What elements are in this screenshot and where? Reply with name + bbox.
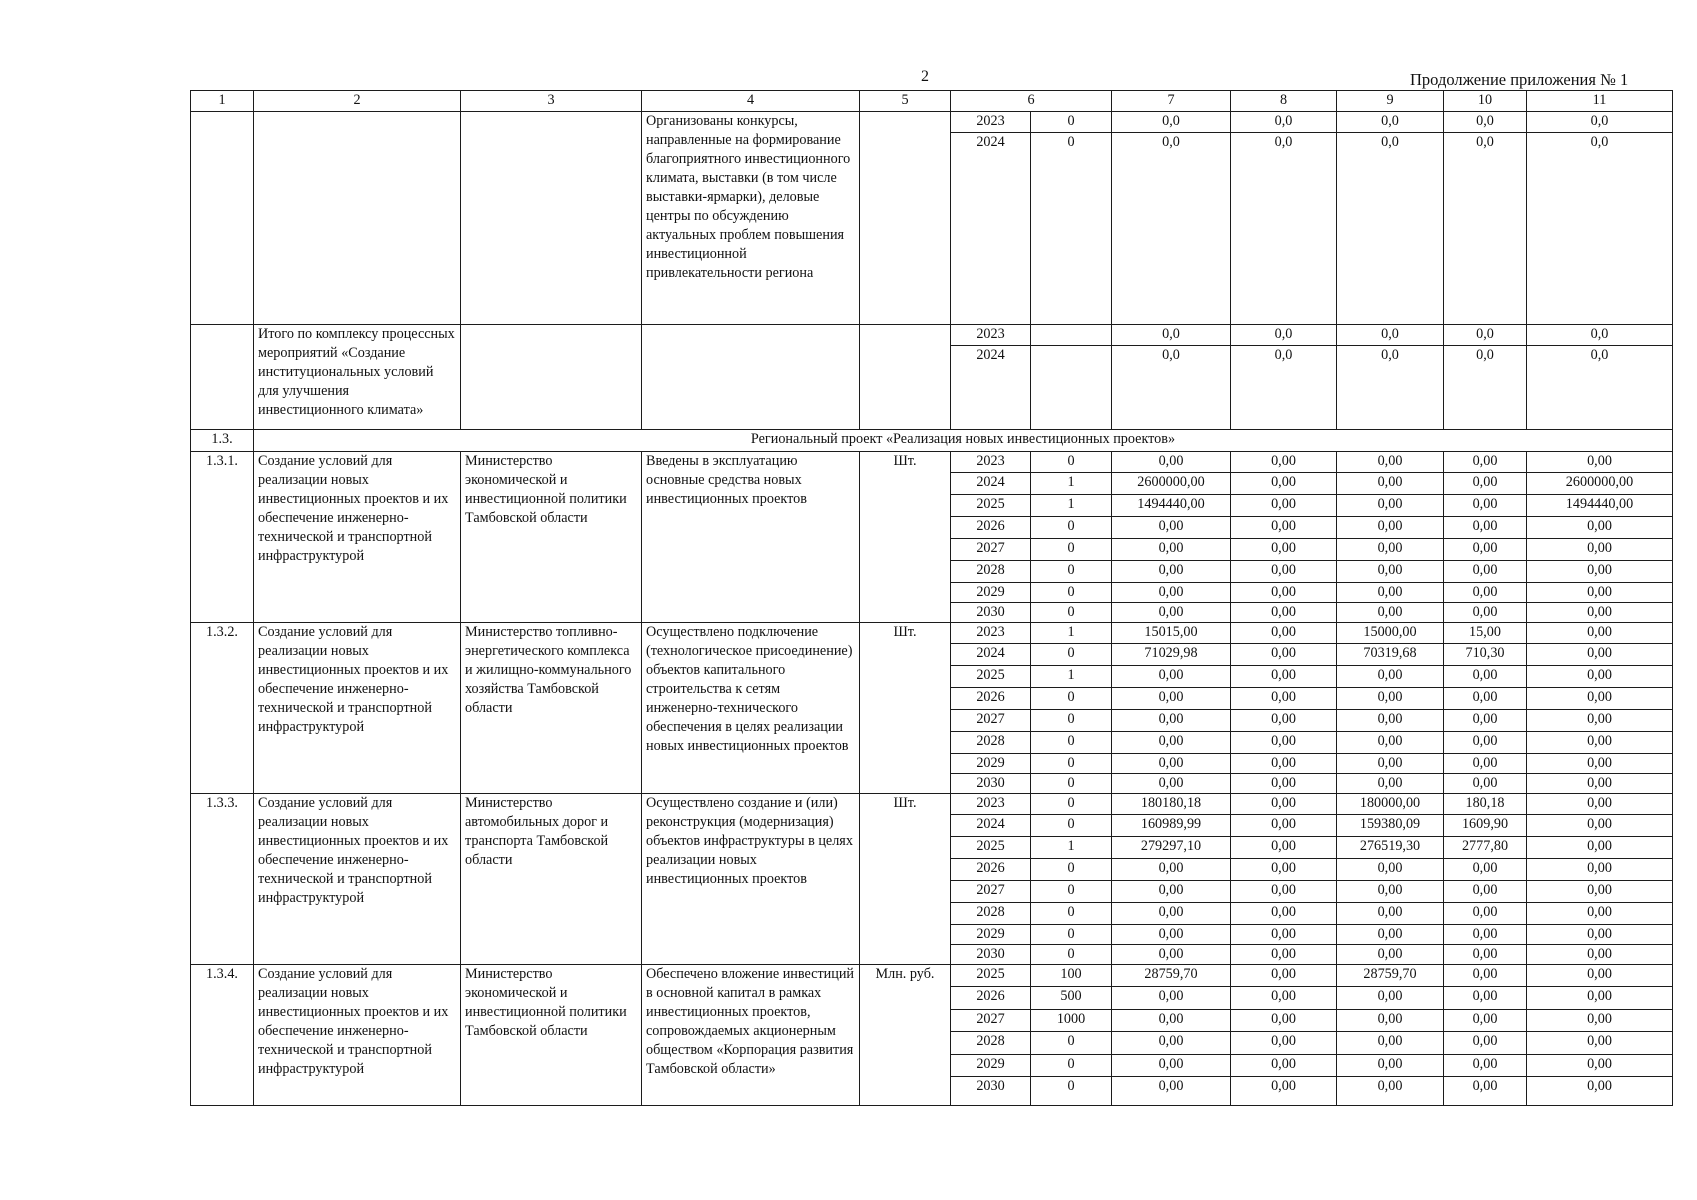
regional-budget-cell: 0,00 [1337, 903, 1444, 925]
year-cell: 2023 [951, 325, 1031, 346]
total-funding-cell: 28759,70 [1112, 965, 1231, 987]
regional-budget-cell: 0,00 [1337, 666, 1444, 688]
section-number: 1.3. [191, 430, 254, 452]
total-funding-cell: 0,00 [1112, 452, 1231, 473]
federal-budget-cell: 0,00 [1231, 1055, 1337, 1077]
total-funding-cell: 0,00 [1112, 561, 1231, 583]
extrabudgetary-cell: 0,0 [1527, 112, 1673, 133]
federal-budget-cell: 0,00 [1231, 774, 1337, 794]
federal-budget-cell: 0,00 [1231, 688, 1337, 710]
extrabudgetary-cell: 1494440,00 [1527, 495, 1673, 517]
local-budget-cell: 0,00 [1444, 710, 1527, 732]
regional-budget-cell: 70319,68 [1337, 644, 1444, 666]
target-value-cell [1031, 346, 1112, 430]
extrabudgetary-cell: 0,00 [1527, 583, 1673, 603]
year-cell: 2025 [951, 495, 1031, 517]
local-budget-cell: 0,0 [1444, 346, 1527, 430]
local-budget-cell: 2777,80 [1444, 837, 1527, 859]
local-budget-cell: 0,00 [1444, 1055, 1527, 1077]
year-cell: 2028 [951, 1032, 1031, 1055]
header-cell: 2 [254, 91, 461, 112]
unit-of-measure: Шт. [860, 623, 951, 794]
total-funding-cell: 2600000,00 [1112, 473, 1231, 495]
local-budget-cell: 0,00 [1444, 925, 1527, 945]
target-value-cell: 0 [1031, 710, 1112, 732]
local-budget-cell: 0,0 [1444, 112, 1527, 133]
local-budget-cell: 0,00 [1444, 688, 1527, 710]
total-funding-cell: 0,0 [1112, 346, 1231, 430]
federal-budget-cell: 0,00 [1231, 561, 1337, 583]
total-funding-cell: 160989,99 [1112, 815, 1231, 837]
total-funding-cell: 71029,98 [1112, 644, 1231, 666]
item-number: 1.3.4. [191, 965, 254, 1106]
local-budget-cell: 0,00 [1444, 945, 1527, 965]
federal-budget-cell: 0,00 [1231, 517, 1337, 539]
regional-budget-cell: 0,00 [1337, 1010, 1444, 1032]
responsible-executor: Министерство экономической и инвестиционной политики Тамбовской области [461, 965, 642, 1106]
local-budget-cell: 0,0 [1444, 133, 1527, 325]
target-value-cell: 0 [1031, 539, 1112, 561]
continuation-title: Продолжение приложения № 1 [1410, 70, 1629, 89]
target-value-cell: 0 [1031, 925, 1112, 945]
target-value-cell: 0 [1031, 112, 1112, 133]
table-row [191, 452, 1673, 473]
total-funding-cell: 0,00 [1112, 732, 1231, 754]
target-value-cell: 0 [1031, 794, 1112, 815]
expected-result: Введены в эксплуатацию основные средства новых инвестиционных проектов [642, 452, 860, 623]
header-cell: 5 [860, 91, 951, 112]
federal-budget-cell: 0,0 [1231, 112, 1337, 133]
expected-result: Организованы конкурсы, направленные на формирование благоприятного инвестиционного климата, выставки (в том числе выставки-ярмарки), деловые центры по обсуждению актуальных проблем повышения инвестиционной привлекательности региона [642, 112, 860, 325]
total-funding-cell: 0,00 [1112, 666, 1231, 688]
header-cell: 11 [1527, 91, 1673, 112]
year-cell: 2024 [951, 133, 1031, 325]
unit-of-measure: Шт. [860, 794, 951, 965]
federal-budget-cell: 0,00 [1231, 903, 1337, 925]
measure-name [254, 112, 461, 325]
local-budget-cell: 0,00 [1444, 1032, 1527, 1055]
unit-of-measure [860, 112, 951, 325]
expected-result [642, 325, 860, 430]
extrabudgetary-cell: 0,0 [1527, 133, 1673, 325]
extrabudgetary-cell: 0,00 [1527, 859, 1673, 881]
federal-budget-cell: 0,00 [1231, 666, 1337, 688]
local-budget-cell: 0,00 [1444, 603, 1527, 623]
target-value-cell: 1000 [1031, 1010, 1112, 1032]
federal-budget-cell: 0,0 [1231, 325, 1337, 346]
federal-budget-cell: 0,00 [1231, 583, 1337, 603]
federal-budget-cell: 0,00 [1231, 794, 1337, 815]
extrabudgetary-cell: 0,00 [1527, 754, 1673, 774]
regional-budget-cell: 0,00 [1337, 925, 1444, 945]
regional-budget-cell: 0,00 [1337, 710, 1444, 732]
year-cell: 2029 [951, 925, 1031, 945]
local-budget-cell: 0,00 [1444, 732, 1527, 754]
total-funding-cell: 0,00 [1112, 859, 1231, 881]
target-value-cell: 0 [1031, 1055, 1112, 1077]
federal-budget-cell: 0,00 [1231, 1077, 1337, 1106]
year-cell: 2023 [951, 452, 1031, 473]
responsible-executor: Министерство топливно-энергетического комплекса и жилищно-коммунального хозяйства Тамбовской области [461, 623, 642, 794]
extrabudgetary-cell: 0,00 [1527, 1010, 1673, 1032]
total-funding-cell: 0,00 [1112, 1077, 1231, 1106]
extrabudgetary-cell: 0,0 [1527, 325, 1673, 346]
year-cell: 2024 [951, 346, 1031, 430]
local-budget-cell: 180,18 [1444, 794, 1527, 815]
regional-budget-cell: 0,0 [1337, 346, 1444, 430]
extrabudgetary-cell: 0,00 [1527, 666, 1673, 688]
header-cell: 10 [1444, 91, 1527, 112]
federal-budget-cell: 0,00 [1231, 710, 1337, 732]
item-number: 1.3.1. [191, 452, 254, 623]
regional-budget-cell: 28759,70 [1337, 965, 1444, 987]
table-row [191, 794, 1673, 815]
extrabudgetary-cell: 0,00 [1527, 815, 1673, 837]
federal-budget-cell: 0,00 [1231, 623, 1337, 644]
regional-budget-cell: 0,00 [1337, 881, 1444, 903]
page-number: 2 [921, 68, 929, 85]
regional-budget-cell: 180000,00 [1337, 794, 1444, 815]
target-value-cell: 0 [1031, 774, 1112, 794]
federal-budget-cell: 0,00 [1231, 881, 1337, 903]
total-funding-cell: 0,00 [1112, 583, 1231, 603]
year-cell: 2026 [951, 987, 1031, 1010]
local-budget-cell: 0,00 [1444, 561, 1527, 583]
regional-budget-cell: 159380,09 [1337, 815, 1444, 837]
year-cell: 2026 [951, 859, 1031, 881]
target-value-cell: 0 [1031, 133, 1112, 325]
target-value-cell: 0 [1031, 945, 1112, 965]
header-cell: 6 [951, 91, 1112, 112]
total-funding-cell: 0,00 [1112, 1055, 1231, 1077]
year-cell: 2023 [951, 794, 1031, 815]
total-funding-cell: 0,00 [1112, 517, 1231, 539]
target-value-cell: 0 [1031, 1032, 1112, 1055]
year-cell: 2028 [951, 732, 1031, 754]
measure-name: Итого по комплексу процессных мероприятий «Создание институциональных условий для улучшения инвестиционного климата» [254, 325, 461, 430]
regional-budget-cell: 0,00 [1337, 987, 1444, 1010]
year-cell: 2029 [951, 583, 1031, 603]
target-value-cell: 0 [1031, 754, 1112, 774]
local-budget-cell: 0,00 [1444, 452, 1527, 473]
total-funding-cell: 0,00 [1112, 1032, 1231, 1055]
extrabudgetary-cell: 0,00 [1527, 1032, 1673, 1055]
local-budget-cell: 0,00 [1444, 495, 1527, 517]
regional-budget-cell: 0,00 [1337, 495, 1444, 517]
year-cell: 2028 [951, 903, 1031, 925]
federal-budget-cell: 0,00 [1231, 1032, 1337, 1055]
federal-budget-cell: 0,00 [1231, 732, 1337, 754]
target-value-cell: 0 [1031, 732, 1112, 754]
regional-budget-cell: 0,0 [1337, 325, 1444, 346]
total-funding-cell: 0,00 [1112, 1010, 1231, 1032]
extrabudgetary-cell: 0,00 [1527, 623, 1673, 644]
federal-budget-cell: 0,00 [1231, 644, 1337, 666]
header-cell: 1 [191, 91, 254, 112]
regional-budget-cell: 0,00 [1337, 774, 1444, 794]
extrabudgetary-cell: 0,00 [1527, 925, 1673, 945]
target-value-cell: 0 [1031, 452, 1112, 473]
target-value-cell: 0 [1031, 815, 1112, 837]
target-value-cell: 0 [1031, 881, 1112, 903]
regional-budget-cell: 0,00 [1337, 561, 1444, 583]
extrabudgetary-cell: 0,00 [1527, 987, 1673, 1010]
local-budget-cell: 0,00 [1444, 1077, 1527, 1106]
local-budget-cell: 710,30 [1444, 644, 1527, 666]
extrabudgetary-cell: 0,00 [1527, 903, 1673, 925]
regional-budget-cell: 0,00 [1337, 473, 1444, 495]
federal-budget-cell: 0,00 [1231, 859, 1337, 881]
regional-budget-cell: 0,00 [1337, 732, 1444, 754]
total-funding-cell: 180180,18 [1112, 794, 1231, 815]
year-cell: 2025 [951, 965, 1031, 987]
extrabudgetary-cell: 0,00 [1527, 1055, 1673, 1077]
target-value-cell: 1 [1031, 473, 1112, 495]
measure-name: Создание условий для реализации новых инвестиционных проектов и их обеспечение инженерно-технической и транспортной инфраструктурой [254, 623, 461, 794]
regional-budget-cell: 0,00 [1337, 1077, 1444, 1106]
total-funding-cell: 279297,10 [1112, 837, 1231, 859]
local-budget-cell: 0,00 [1444, 987, 1527, 1010]
regional-budget-cell: 0,00 [1337, 754, 1444, 774]
measure-name: Создание условий для реализации новых инвестиционных проектов и их обеспечение инженерно-технической и транспортной инфраструктурой [254, 452, 461, 623]
target-value-cell: 0 [1031, 603, 1112, 623]
responsible-executor: Министерство автомобильных дорог и транспорта Тамбовской области [461, 794, 642, 965]
header-row [191, 91, 1673, 112]
target-value-cell: 0 [1031, 517, 1112, 539]
local-budget-cell: 0,00 [1444, 859, 1527, 881]
measures-table [190, 90, 1673, 1106]
target-value-cell: 1 [1031, 495, 1112, 517]
total-funding-cell: 0,00 [1112, 688, 1231, 710]
federal-budget-cell: 0,00 [1231, 987, 1337, 1010]
responsible-executor [461, 325, 642, 430]
total-funding-cell: 15015,00 [1112, 623, 1231, 644]
regional-budget-cell: 0,00 [1337, 688, 1444, 710]
responsible-executor: Министерство экономической и инвестиционной политики Тамбовской области [461, 452, 642, 623]
regional-budget-cell: 0,00 [1337, 1032, 1444, 1055]
target-value-cell: 0 [1031, 1077, 1112, 1106]
extrabudgetary-cell: 0,00 [1527, 539, 1673, 561]
federal-budget-cell: 0,00 [1231, 815, 1337, 837]
year-cell: 2030 [951, 603, 1031, 623]
year-cell: 2026 [951, 517, 1031, 539]
extrabudgetary-cell: 0,00 [1527, 794, 1673, 815]
section-row [191, 430, 1673, 452]
year-cell: 2027 [951, 710, 1031, 732]
target-value-cell: 0 [1031, 903, 1112, 925]
local-budget-cell: 1609,90 [1444, 815, 1527, 837]
local-budget-cell: 0,00 [1444, 903, 1527, 925]
local-budget-cell: 15,00 [1444, 623, 1527, 644]
regional-budget-cell: 0,00 [1337, 539, 1444, 561]
target-value-cell: 0 [1031, 688, 1112, 710]
federal-budget-cell: 0,00 [1231, 603, 1337, 623]
total-funding-cell: 0,00 [1112, 539, 1231, 561]
total-funding-cell: 0,0 [1112, 325, 1231, 346]
total-funding-cell: 0,00 [1112, 987, 1231, 1010]
year-cell: 2023 [951, 623, 1031, 644]
extrabudgetary-cell: 0,00 [1527, 517, 1673, 539]
regional-budget-cell: 0,00 [1337, 859, 1444, 881]
item-number [191, 325, 254, 430]
target-value-cell: 1 [1031, 666, 1112, 688]
extrabudgetary-cell: 0,00 [1527, 945, 1673, 965]
year-cell: 2026 [951, 688, 1031, 710]
total-funding-cell: 0,00 [1112, 903, 1231, 925]
target-value-cell: 500 [1031, 987, 1112, 1010]
extrabudgetary-cell: 2600000,00 [1527, 473, 1673, 495]
year-cell: 2028 [951, 561, 1031, 583]
target-value-cell: 1 [1031, 623, 1112, 644]
local-budget-cell: 0,00 [1444, 754, 1527, 774]
year-cell: 2027 [951, 539, 1031, 561]
extrabudgetary-cell: 0,00 [1527, 837, 1673, 859]
regional-budget-cell: 0,0 [1337, 133, 1444, 325]
local-budget-cell: 0,00 [1444, 881, 1527, 903]
total-funding-cell: 0,00 [1112, 945, 1231, 965]
federal-budget-cell: 0,00 [1231, 539, 1337, 561]
table-row [191, 325, 1673, 346]
total-funding-cell: 0,00 [1112, 603, 1231, 623]
year-cell: 2029 [951, 754, 1031, 774]
year-cell: 2027 [951, 1010, 1031, 1032]
year-cell: 2024 [951, 473, 1031, 495]
local-budget-cell: 0,00 [1444, 539, 1527, 561]
header-cell: 3 [461, 91, 642, 112]
regional-budget-cell: 15000,00 [1337, 623, 1444, 644]
total-funding-cell: 0,00 [1112, 881, 1231, 903]
regional-budget-cell: 0,00 [1337, 583, 1444, 603]
federal-budget-cell: 0,00 [1231, 945, 1337, 965]
local-budget-cell: 0,00 [1444, 666, 1527, 688]
federal-budget-cell: 0,0 [1231, 346, 1337, 430]
local-budget-cell: 0,00 [1444, 473, 1527, 495]
local-budget-cell: 0,00 [1444, 517, 1527, 539]
extrabudgetary-cell: 0,00 [1527, 688, 1673, 710]
year-cell: 2025 [951, 666, 1031, 688]
measure-name: Создание условий для реализации новых инвестиционных проектов и их обеспечение инженерно-технической и транспортной инфраструктурой [254, 794, 461, 965]
table-row [191, 965, 1673, 987]
measure-name: Создание условий для реализации новых инвестиционных проектов и их обеспечение инженерно-технической и транспортной инфраструктурой [254, 965, 461, 1106]
local-budget-cell: 0,0 [1444, 325, 1527, 346]
regional-budget-cell: 0,00 [1337, 452, 1444, 473]
year-cell: 2024 [951, 815, 1031, 837]
extrabudgetary-cell: 0,00 [1527, 710, 1673, 732]
total-funding-cell: 0,00 [1112, 925, 1231, 945]
federal-budget-cell: 0,00 [1231, 925, 1337, 945]
target-value-cell: 100 [1031, 965, 1112, 987]
target-value-cell: 0 [1031, 561, 1112, 583]
regional-budget-cell: 0,00 [1337, 517, 1444, 539]
year-cell: 2030 [951, 1077, 1031, 1106]
table-row [191, 112, 1673, 133]
year-cell: 2027 [951, 881, 1031, 903]
federal-budget-cell: 0,00 [1231, 965, 1337, 987]
local-budget-cell: 0,00 [1444, 774, 1527, 794]
extrabudgetary-cell: 0,00 [1527, 881, 1673, 903]
regional-budget-cell: 0,00 [1337, 945, 1444, 965]
extrabudgetary-cell: 0,00 [1527, 1077, 1673, 1106]
extrabudgetary-cell: 0,00 [1527, 774, 1673, 794]
expected-result: Осуществлено создание и (или) реконструкция (модернизация) объектов инфраструктуры в целях реализации новых инвестиционных проектов [642, 794, 860, 965]
unit-of-measure [860, 325, 951, 430]
section-title: Региональный проект «Реализация новых инвестиционных проектов» [254, 430, 1673, 452]
extrabudgetary-cell: 0,00 [1527, 732, 1673, 754]
item-number: 1.3.3. [191, 794, 254, 965]
target-value-cell: 0 [1031, 859, 1112, 881]
federal-budget-cell: 0,0 [1231, 133, 1337, 325]
federal-budget-cell: 0,00 [1231, 495, 1337, 517]
expected-result: Обеспечено вложение инвестиций в основной капитал в рамках инвестиционных проектов, сопровождаемых акционерным обществом «Корпорация развития Тамбовской области» [642, 965, 860, 1106]
regional-budget-cell: 0,00 [1337, 603, 1444, 623]
extrabudgetary-cell: 0,00 [1527, 965, 1673, 987]
total-funding-cell: 0,00 [1112, 710, 1231, 732]
total-funding-cell: 0,00 [1112, 754, 1231, 774]
total-funding-cell: 0,0 [1112, 133, 1231, 325]
table-row [191, 623, 1673, 644]
responsible-executor [461, 112, 642, 325]
item-number [191, 112, 254, 325]
federal-budget-cell: 0,00 [1231, 754, 1337, 774]
total-funding-cell: 1494440,00 [1112, 495, 1231, 517]
extrabudgetary-cell: 0,00 [1527, 561, 1673, 583]
header-cell: 4 [642, 91, 860, 112]
year-cell: 2030 [951, 774, 1031, 794]
total-funding-cell: 0,0 [1112, 112, 1231, 133]
year-cell: 2023 [951, 112, 1031, 133]
extrabudgetary-cell: 0,00 [1527, 644, 1673, 666]
year-cell: 2029 [951, 1055, 1031, 1077]
regional-budget-cell: 0,00 [1337, 1055, 1444, 1077]
extrabudgetary-cell: 0,0 [1527, 346, 1673, 430]
local-budget-cell: 0,00 [1444, 1010, 1527, 1032]
extrabudgetary-cell: 0,00 [1527, 603, 1673, 623]
expected-result: Осуществлено подключение (технологическое присоединение) объектов капитального строительства к сетям инженерно-технического обеспечения в целях реализации новых инвестиционных проектов [642, 623, 860, 794]
regional-budget-cell: 0,0 [1337, 112, 1444, 133]
unit-of-measure: Шт. [860, 452, 951, 623]
item-number: 1.3.2. [191, 623, 254, 794]
target-value-cell [1031, 325, 1112, 346]
target-value-cell: 0 [1031, 583, 1112, 603]
federal-budget-cell: 0,00 [1231, 1010, 1337, 1032]
target-value-cell: 0 [1031, 644, 1112, 666]
local-budget-cell: 0,00 [1444, 583, 1527, 603]
year-cell: 2024 [951, 644, 1031, 666]
header-cell: 7 [1112, 91, 1231, 112]
federal-budget-cell: 0,00 [1231, 837, 1337, 859]
year-cell: 2025 [951, 837, 1031, 859]
federal-budget-cell: 0,00 [1231, 452, 1337, 473]
regional-budget-cell: 276519,30 [1337, 837, 1444, 859]
total-funding-cell: 0,00 [1112, 774, 1231, 794]
header-cell: 9 [1337, 91, 1444, 112]
header-cell: 8 [1231, 91, 1337, 112]
year-cell: 2030 [951, 945, 1031, 965]
local-budget-cell: 0,00 [1444, 965, 1527, 987]
unit-of-measure: Млн. руб. [860, 965, 951, 1106]
extrabudgetary-cell: 0,00 [1527, 452, 1673, 473]
target-value-cell: 1 [1031, 837, 1112, 859]
federal-budget-cell: 0,00 [1231, 473, 1337, 495]
